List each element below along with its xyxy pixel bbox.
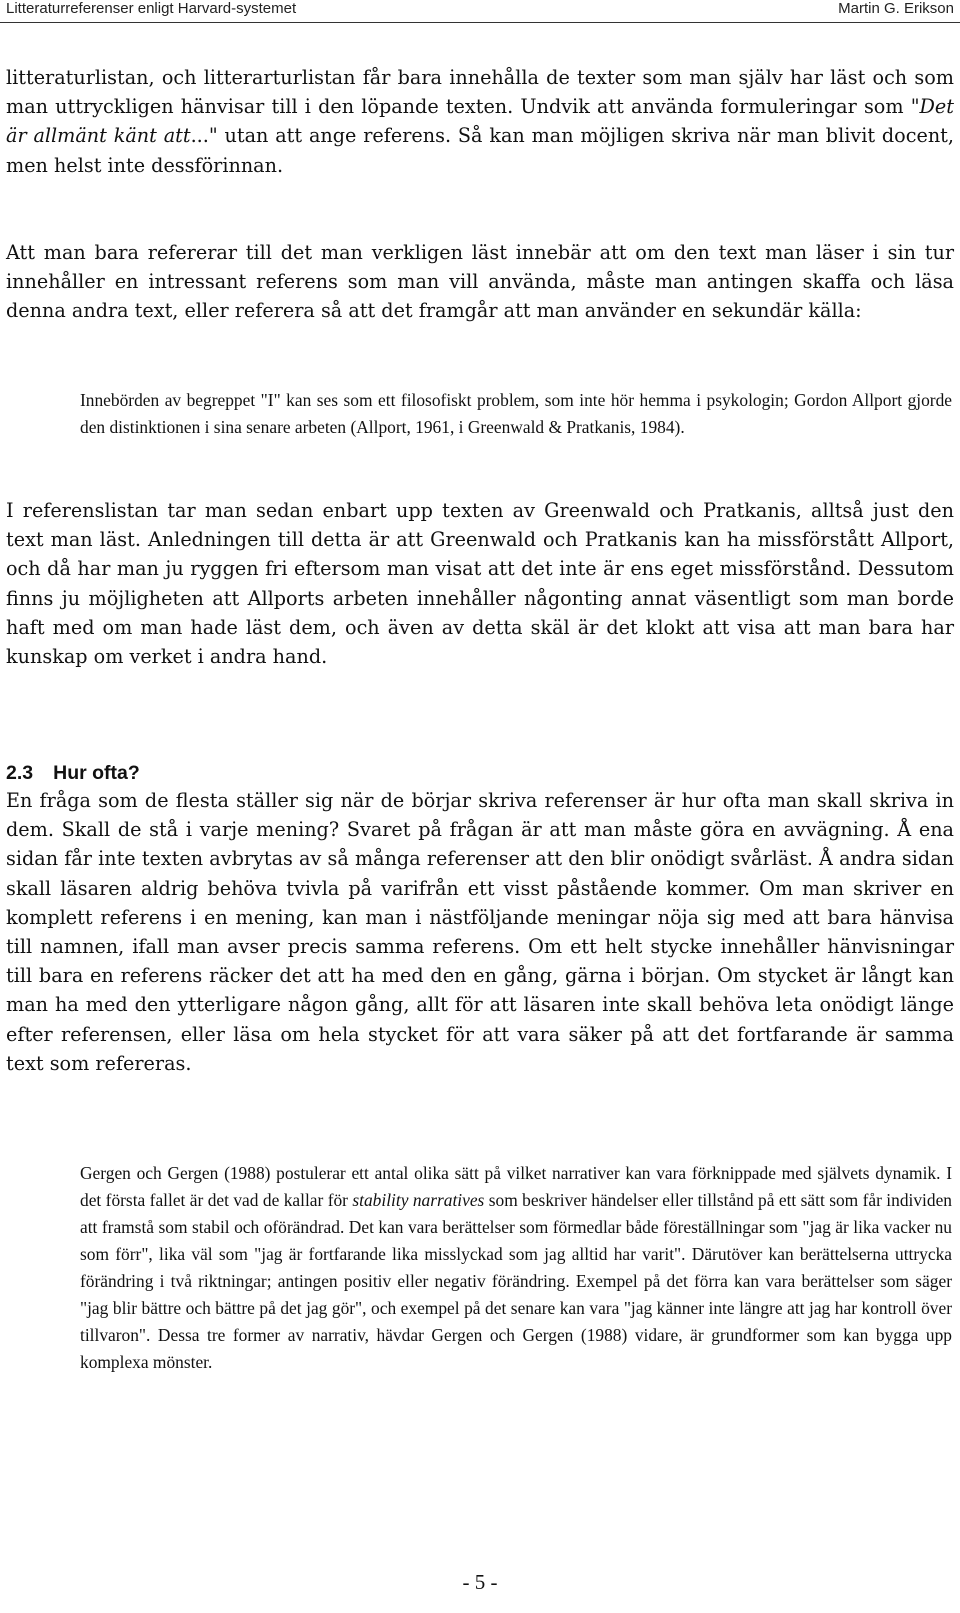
paragraph-1 (6, 63, 954, 180)
block-quote-1: Innebörden av begreppet "I" kan ses som ett filosofiskt problem, som inte hör hemma i psykologin; Gordon Allport gjorde den distinktionen i sina senare arbeten (Allport, 1961, i Greenwald & Pratkanis, 1984). (80, 390, 952, 437)
page-header (0, 0, 960, 23)
section-heading (6, 762, 140, 785)
paragraph-1-italic: Det är allmänt känt att (6, 95, 954, 148)
header-title: Litteraturreferenser enligt Harvard-systemet (6, 0, 297, 17)
paragraph-4: En fråga som de flesta ställer sig när de börjar skriva referenser är hur ofta man skall skriva in dem. Skall de stå i varje mening? Svaret på frågan är att man måste göra en avvägning. Å ena sidan får inte texten avbrytas av så många referenser att den blir onödigt svårläst. Å andra sidan skall läsaren aldrig behöva tvivla på varifrån ett visst påstående kommer. Om man skriver en komplett referens i en mening, kan man i nästföljande meningar nöja sig med att bara hänvisa till namnen, ifall man avser precis samma referens. Om ett helt stycke innehåller hänvisningar till bara en referens räcker det att ha med den en gång, gärna i början. Om stycket är långt kan man ha med den ytterligare någon gång, allt för att läsaren inte skall behöva leta onödigt länge efter referensen, eller läsa om hela stycket för att vara säker på att det fortfarande är samma text som refereras. (6, 789, 954, 1075)
quote-2-italic: stability narratives (352, 1190, 485, 1210)
quote-2-text-b: som beskriver händelser eller tillstånd på ett sätt som får individen att framstå som stabil och oförändrad. Det kan vara berättelser som förmedlar både föreställningar som "jag är lika vacker nu som förr", lika väl som "jag är fortfarande lika misslyckad som jag alltid har varit". Därutöver kan berättelserna uttrycka förändring i två riktningar; antingen positiv eller negativ förändring. Exempel på det förra kan vara berättelser som säger "jag blir bättre och bättre på det jag gör", och exempel på det senare kan vara "jag känner inte längre att jag har kontroll över tillvaron". Dessa tre former av narrativ, hävdar Gergen och Gergen (1988) vidare, är grundformer som kan bygga upp komplexa mönster. (80, 1190, 952, 1372)
paragraph-3: I referenslistan tar man sedan enbart upp texten av Greenwald och Pratkanis, alltså just den text man läst. Anledningen till detta är att Greenwald och Pratkanis kan ha missförstått Allport, och då har man ju ryggen fri eftersom man visat att det inte är ens eget missförstånd. Dessutom finns ju möjligheten att Allports arbeten innehåller någonting annat väsentligt som man borde haft med om man hade läst dem, och även av detta skäl är det klokt att visa att man bara har kunskap om verket i andra hand. (6, 499, 954, 669)
header-author: Martin G. Erikson (838, 0, 954, 17)
section-title: Hur ofta? (53, 762, 140, 784)
paragraph-2: Att man bara refererar till det man verkligen läst innebär att om den text man läser i sin tur innehåller en intressant referens som man vill använda, måste man antingen skaffa och läsa denna andra text, eller referera så att det framgår att man använder en sekundär källa: (6, 241, 954, 323)
paragraph-1-text-a: litteraturlistan, och litterarturlistan får bara innehålla de texter som man själv har läst och som man uttryckligen hänvisar till i den löpande texten. Undvik att använda formuleringar som " (6, 66, 954, 119)
quote-2-text-a: Gergen och Gergen (1988) postulerar ett antal olika sätt på vilket narrativer kan vara förknippade med självets dynamik. I det första fallet är det vad de kallar för (80, 1163, 952, 1210)
paragraph-1-text-b: ..." utan att ange referens. Så kan man möjligen skriva när man blivit docent, men helst inte dessförinnan. (6, 124, 954, 177)
block-quote-2 (80, 1160, 952, 1376)
page-number: - 5 - (462, 1570, 498, 1594)
section-number: 2.3 (6, 762, 34, 784)
